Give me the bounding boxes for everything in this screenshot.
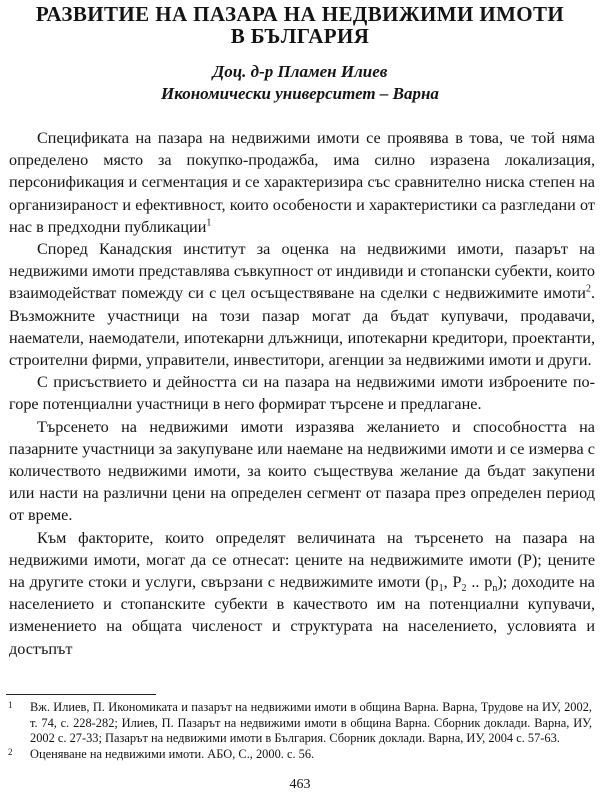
paragraph-4: Търсенето на недвижими имоти изразява желанието и способността на пазарните участници за закупуване или наемане на недвижими имоти и се измерва с количеството недвижими имоти, за които съществува желание да бъдат закупени или насти на различни цени на определен сегмент от пазара през определен период от време.	[9, 417, 595, 525]
footnote-1	[6, 700, 592, 747]
footnote-divider	[6, 694, 156, 695]
separator-2: .. p	[466, 573, 493, 592]
footnotes	[6, 700, 592, 762]
paragraph-3: С присъствието и дейността си на пазара на недвижими имоти изброените по-горе потенциални участници в него формират търсене и предлагане.	[9, 373, 595, 414]
author-name: Доц. д-р Пламен Илиев	[212, 62, 388, 81]
article-body	[9, 127, 595, 660]
paragraph-2	[9, 238, 595, 371]
footnote-1-text: Вж. Илиев, П. Икономиката и пазарът на недвижими имоти в община Варна. Варна, Трудове на ИУ, 2002, т. 74, с. 228-282; Илиев, П. Пазарът на недвижими имоти в община Варна. Сборник доклади. Варна, ИУ, 2002 с. 27-33; Пазарът на недвижими имоти в България. Сборник доклади. Варна, ИУ, 2004 с. 57-63.	[30, 700, 592, 746]
footnote-ref-1[interactable]: 1	[206, 217, 212, 229]
footnote-2-text: Оценяване на недвижими имоти. АБО, С., 2000. с. 56.	[30, 746, 315, 761]
subscript-1: 1	[438, 583, 444, 595]
paragraph-5-text-start: Към факторите, които определят величината на търсенето на пазара на недвижими имоти, могат да се отнесат: цените на недвижимите имоти (P); цените на другите стоки и услуги, свързани с недвижимите имоти (p	[9, 528, 595, 592]
author-affiliation: Икономически университет – Варна	[161, 84, 439, 103]
footnote-ref-2[interactable]: 2	[585, 284, 591, 296]
paragraph-5	[9, 527, 595, 660]
separator-1: , P	[443, 573, 462, 592]
article-title-line-1: РАЗВИТИЕ НА ПАЗАРА НА НЕДВИЖИМИ ИМОТИ	[35, 2, 565, 26]
paragraph-5-text-end: ); доходите на населението и стопанските субекти в качеството им на потенциални купувачи, изменението на общата численост и структурата на населението, условията и достъпът	[9, 573, 595, 658]
paragraph-1	[9, 127, 595, 238]
article-title-line-2: В БЪЛГАРИЯ	[230, 24, 370, 48]
paragraph-2-text-start: Според Канадския институт за оценка на недвижими имоти, пазарът на недвижими имоти представлява съвкупност от индивиди и стопански субекти, които взаимодействат помежду си с цел осъществяване на сделки с недвижимите имоти	[9, 240, 595, 303]
paragraph-2-text-end: . Възможните участници на този пазар могат да бъдат купувачи, продавачи, наематели, наемодатели, ипотекарни длъжници, ипотекарни кредитори, проектанти, строителни фирми, управители, инвеститори, агенции за недвижими имоти и други.	[9, 284, 595, 370]
subscript-2: 2	[461, 583, 467, 595]
footnote-2-mark: 2	[8, 746, 13, 757]
page-number: 463	[289, 777, 311, 792]
footnote-1-mark: 1	[8, 700, 13, 710]
footnote-2	[6, 747, 592, 763]
subscript-n: n	[492, 583, 498, 595]
paragraph-1-text: Спецификата на пазара на недвижими имоти се проявява в това, че той няма определено място за покупко-продажба, има силно изразена локализация, персонификация и сегментация и се характеризира със сравнително ниска степен на организираност и ефективност, които особености и характеристики са разгледани от нас в предходни публикации	[9, 129, 595, 236]
